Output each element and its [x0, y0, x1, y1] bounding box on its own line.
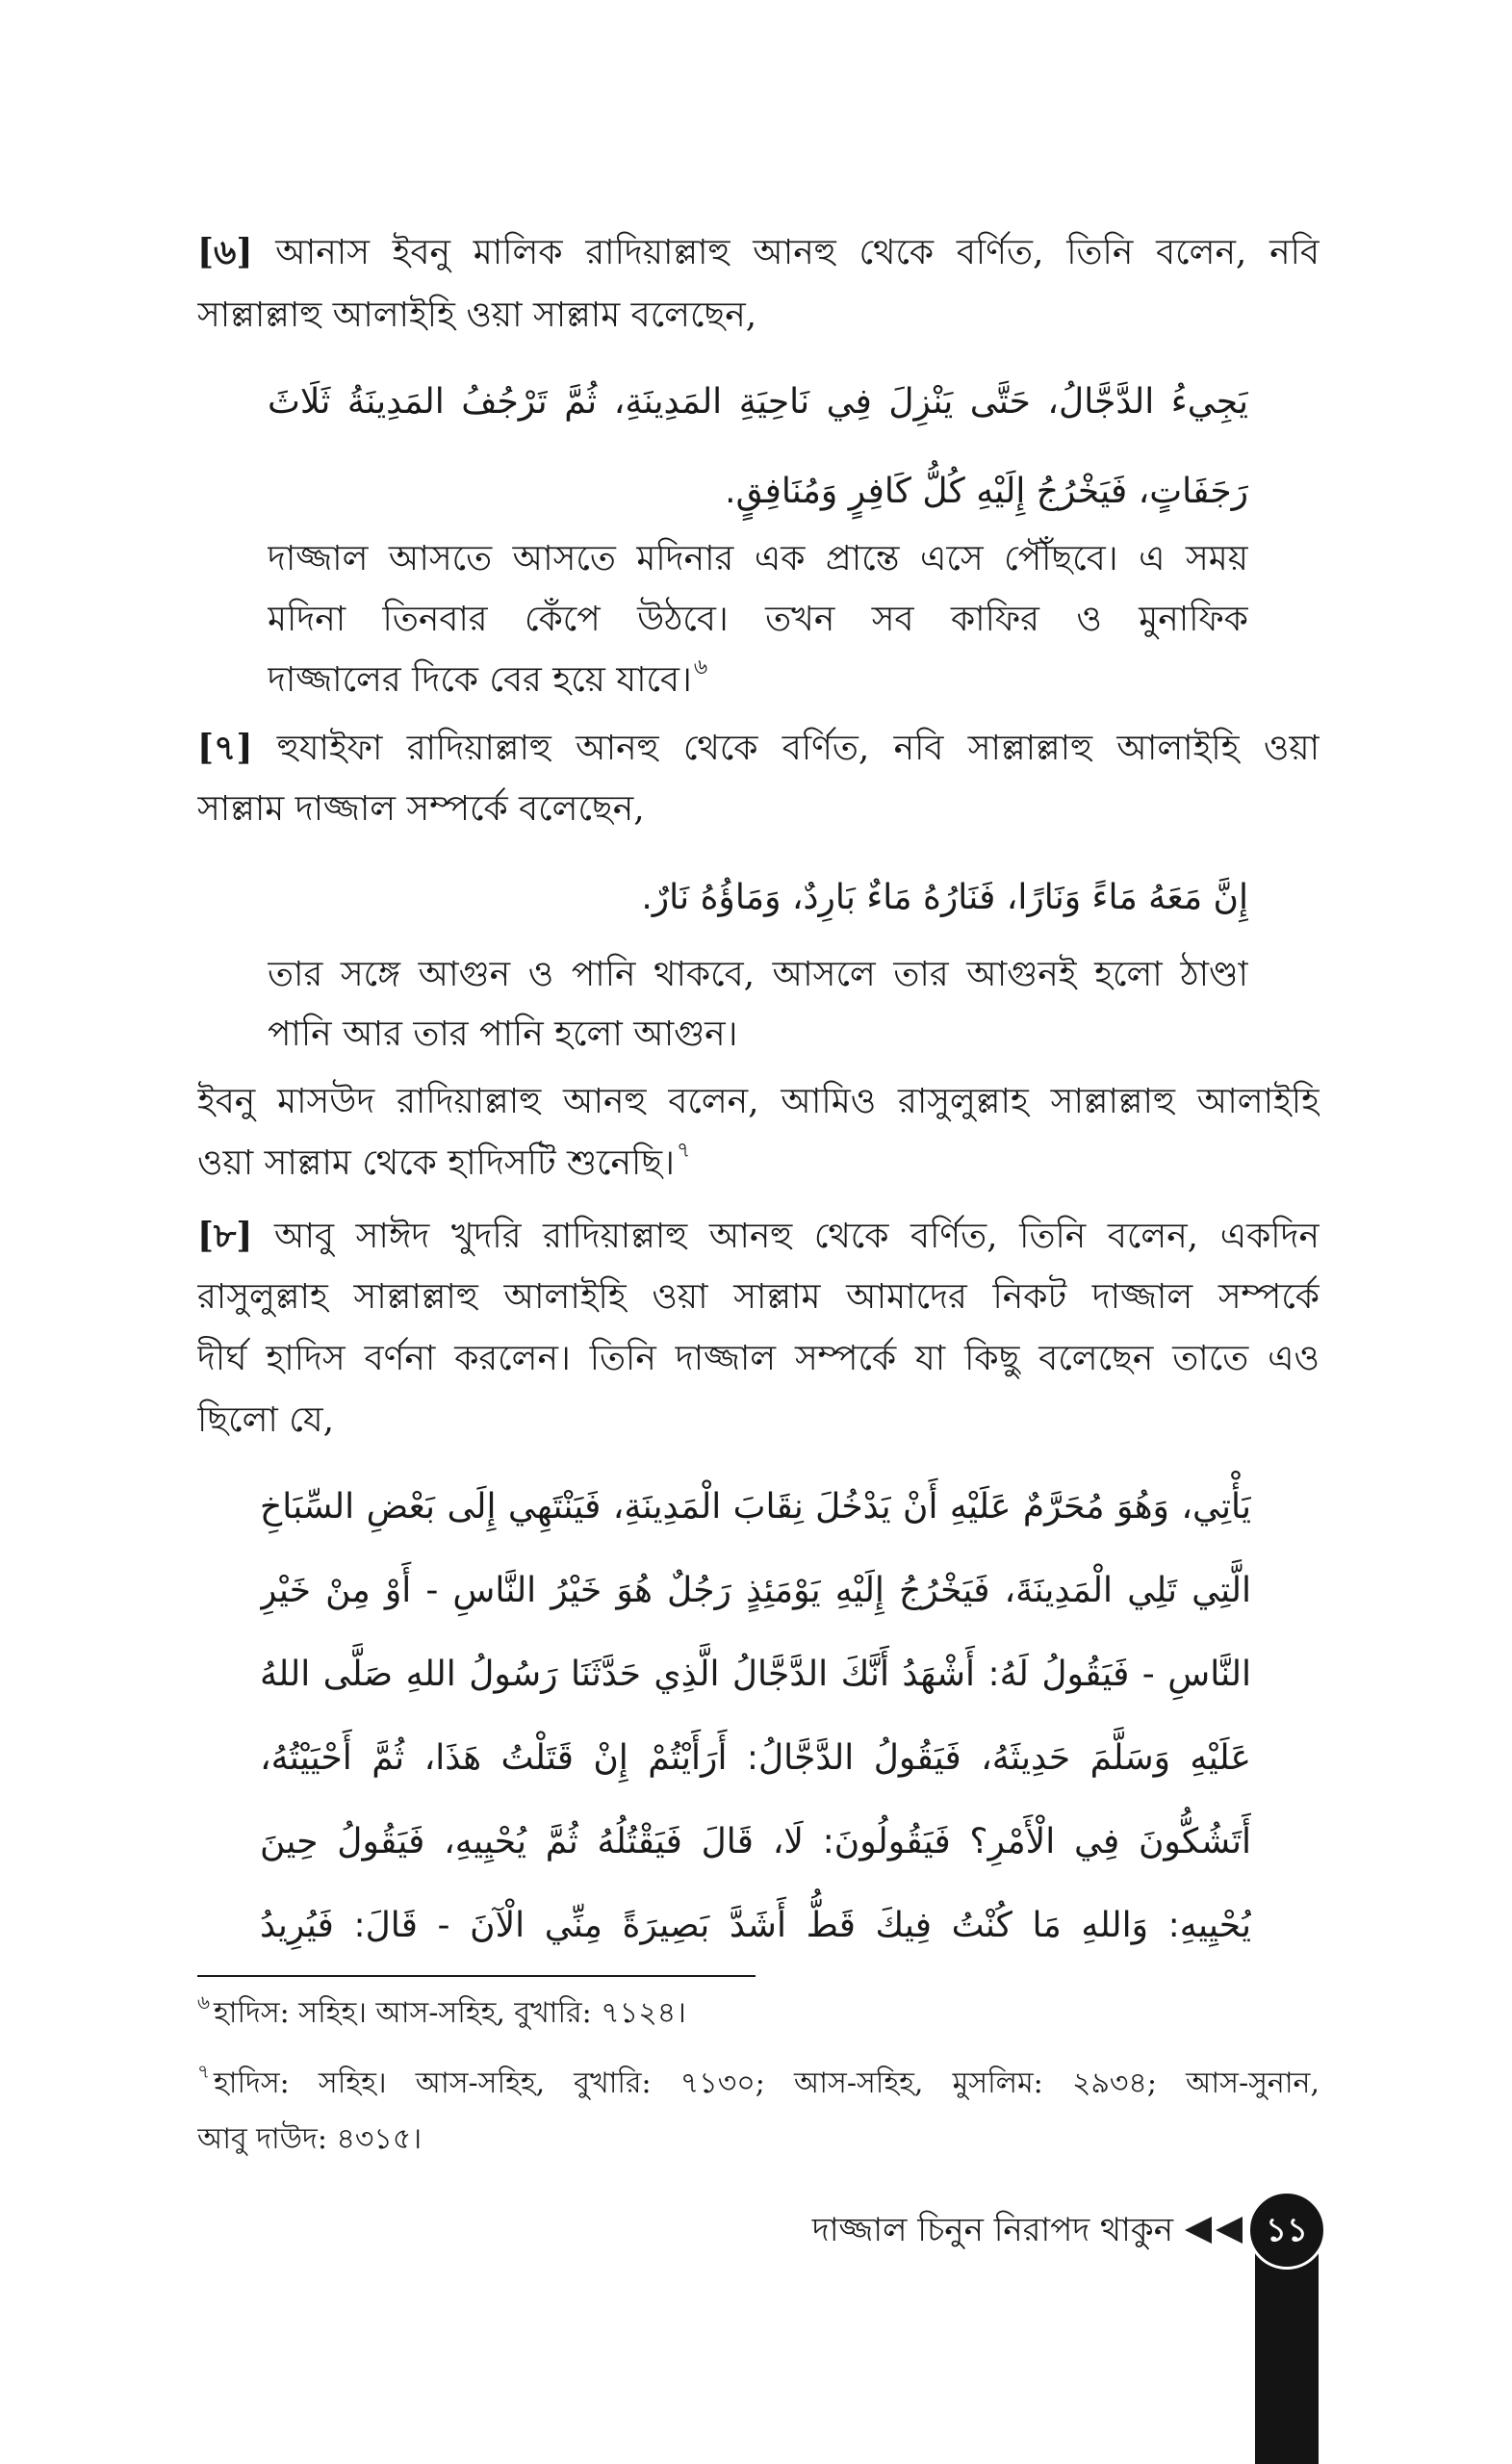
hadith-7-arabic: [268, 853, 1248, 942]
footnote-marker: ৬: [197, 1990, 211, 2014]
footnote-6: [197, 1987, 1320, 2040]
line-text: আনাস ইবনু মালিক রাদিয়াল্লাহু আনহু থেকে বর্ণিত, তিনি বলেন, নবি: [275, 233, 1320, 272]
text-line: রাসুলুল্লাহ সাল্লাল্লাহু আলাইহি ওয়া সাল্লাম আমাদের নিকট দাজ্জাল সম্পর্কে: [197, 1277, 1320, 1317]
page-number: ১১: [1265, 2211, 1309, 2249]
text-line: [197, 717, 1320, 779]
footnote-marker: ৭: [197, 2060, 211, 2083]
arabic-line: أَتَشُكُّونَ فِي الْأَمْرِ؟ فَيَقُولُونَ: لَا، قَالَ فَيَقْتُلُهُ ثُمَّ يُحْيِيهِ، فَيَقُولُ حِينَ: [260, 1822, 1251, 1861]
text-line: দীর্ঘ হাদিস বর্ণনা করলেন। তিনি দাজ্জাল সম্পর্কে যা কিছু বলেছেন তাতে এও: [197, 1339, 1320, 1378]
hadith-8-intro: [197, 1205, 1320, 1451]
arabic-line: النَّاسِ - فَيَقُولُ لَهُ: أَشْهَدُ أَنَّكَ الدَّجَّالُ الَّذِي حَدَّثَنَا رَسُولُ اللهِ صَلَّى اللهُ: [260, 1655, 1251, 1694]
text-line: [197, 284, 1320, 346]
text-line: [197, 1133, 1320, 1194]
text-line: ইবনু মাসউদ রাদিয়াল্লাহু আনহু বলেন, আমিও রাসুলুল্লাহ সাল্লাল্লাহু আলাইহি: [197, 1082, 1320, 1121]
footnote-line: [197, 2056, 1320, 2112]
hadith-6-arabic: [268, 357, 1248, 536]
footnote-7: [197, 2056, 1320, 2168]
line-text: সাল্লাল্লাহু আলাইহি ওয়া সাল্লাম বলেছেন,: [197, 295, 757, 335]
text-line: [197, 221, 1320, 284]
footnote-line: [197, 1987, 1320, 2040]
arabic-line: يَجِيءُ الدَّجَّالُ، حَتَّى يَنْزِلَ فِي نَاحِيَةِ المَدِينَةِ، ثُمَّ تَرْجُفُ المَدِينَةُ ثَلَاثَ: [268, 382, 1248, 422]
hadith-7-translation: [268, 945, 1248, 1065]
footnote-text: হাদিস: সহিহ। আস-সহিহ, বুখারি: ৭১২৪।: [214, 1996, 686, 2030]
line-text: হুযাইফা রাদিয়াল্লাহু আনহু থেকে বর্ণিত, নবি সাল্লাল্লাহু আলাইহি ওয়া: [276, 729, 1320, 768]
hadith-8-arabic: [260, 1465, 1251, 1967]
line-text: দাজ্জালের দিকে বের হয়ে যাবে।: [268, 660, 692, 700]
footnote-ref: ৬: [693, 655, 708, 680]
footnote-line: আবু দাউদ: ৪৩১৫।: [197, 2122, 423, 2156]
arabic-line: يُحْيِيهِ: وَاللهِ مَا كُنْتُ فِيكَ قَطُّ أَشَدَّ بَصِيرَةً مِنِّي الْآنَ - قَالَ: فَيُرِيدُ: [260, 1906, 1251, 1945]
arabic-line: الَّتِي تَلِي الْمَدِينَةَ، فَيَخْرُجُ إِلَيْهِ يَوْمَئِذٍ رَجُلٌ هُوَ خَيْرُ النَّاسِ - أَوْ مِنْ خَيْرِ: [260, 1571, 1251, 1610]
double-left-triangle-icon: [1185, 2216, 1244, 2245]
footnote-text: হাদিস: সহিহ। আস-সহিহ, বুখারি: ৭১৩০; আস-সহিহ, মুসলিম: ২৯৩৪; আস-সুনান,: [214, 2066, 1320, 2100]
text-line: [197, 779, 1320, 840]
running-title: দাজ্জাল চিনুন নিরাপদ থাকুন: [811, 2211, 1173, 2249]
hadith-6-intro: [197, 221, 1320, 346]
text-line: দাজ্জাল আসতে আসতে মদিনার এক প্রান্তে এসে পৌঁছবে। এ সময়: [268, 539, 1248, 578]
page-number-badge: [1247, 2191, 1326, 2270]
arabic-line: يَأْتِي، وَهُوَ مُحَرَّمٌ عَلَيْهِ أَنْ يَدْخُلَ نِقَابَ الْمَدِينَةِ، فَيَنْتَهِي إِلَى بَعْضِ السِّبَاخِ: [260, 1487, 1251, 1527]
line-text: আবু সাঈদ খুদরি রাদিয়াল্লাহু আনহু থেকে বর্ণিত, তিনি বলেন, একদিন: [274, 1217, 1320, 1256]
hadith-6-translation: [268, 528, 1248, 710]
line-text: ওয়া সাল্লাম থেকে হাদিসটি শুনেছি।: [197, 1143, 675, 1183]
text-line: পানি আর তার পানি হলো আগুন।: [268, 1014, 738, 1054]
hadith-number: [৭]: [197, 728, 253, 768]
hadith-7-note: [197, 1071, 1320, 1194]
arabic-line: إِنَّ مَعَهُ مَاءً وَنَارًا، فَنَارُهُ مَاءٌ بَارِدٌ، وَمَاؤُهُ نَارٌ.: [641, 878, 1248, 917]
text-line: মদিনা তিনবার কেঁপে উঠবে। তখন সব কাফির ও মুনাফিক: [268, 600, 1248, 639]
footnote-ref: ৭: [676, 1139, 691, 1163]
footnote-rule: [197, 1975, 756, 1977]
hadith-number: [৮]: [197, 1216, 253, 1256]
hadith-7-intro: [197, 717, 1320, 840]
line-text: সাল্লাম দাজ্জাল সম্পর্কে বলেছেন,: [197, 789, 645, 829]
text-line: তার সঙ্গে আগুন ও পানি থাকবে, আসলে তার আগুনই হলো ঠাণ্ডা: [268, 955, 1248, 994]
text-line: [197, 1205, 1320, 1267]
arabic-line: رَجَفَاتٍ، فَيَخْرُجُ إِلَيْهِ كُلُّ كَافِرٍ وَمُنَافِقٍ.: [725, 472, 1248, 511]
text-line: [268, 650, 1248, 710]
hadith-number: [৬]: [197, 232, 253, 272]
arabic-line: عَلَيْهِ وَسَلَّمَ حَدِيثَهُ، فَيَقُولُ الدَّجَّالُ: أَرَأَيْتُمْ إِنْ قَتَلْتُ هَذَا، ثُمَّ أَحْيَيْتُهُ،: [260, 1738, 1251, 1778]
text-line: ছিলো যে,: [197, 1400, 335, 1440]
